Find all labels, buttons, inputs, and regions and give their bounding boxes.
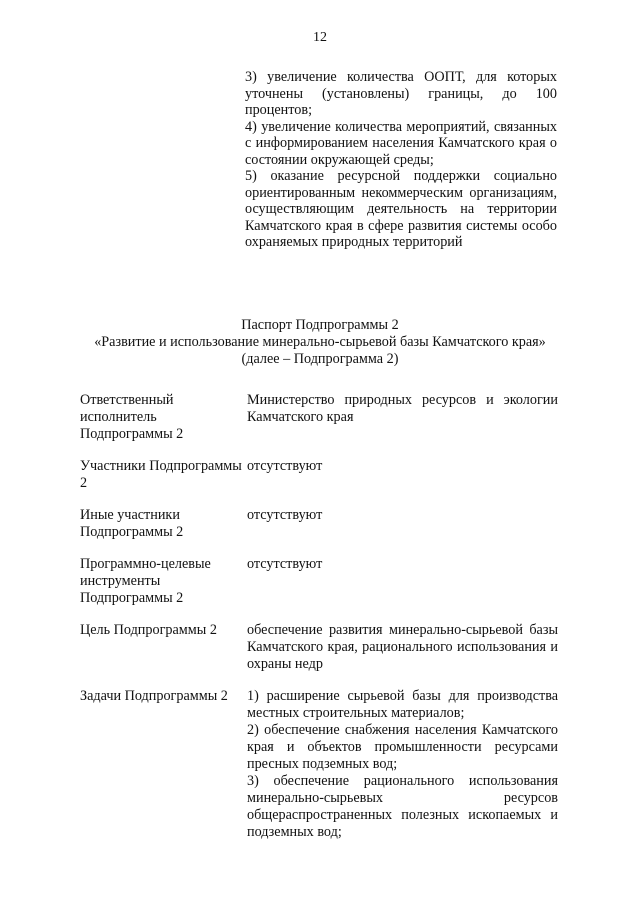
- indicator-list: [245, 69, 557, 251]
- row-label: Задачи Подпрограммы 2: [80, 688, 228, 704]
- row-label: Программно-целевые инструменты Подпрограммы 2: [80, 556, 211, 606]
- list-item: 3) увеличение количества ООПТ, для которых уточнены (установлены) границы, до 100 процентов;: [245, 69, 557, 118]
- row-label: Участники Подпрограммы 2: [80, 458, 242, 491]
- table-row: [80, 688, 558, 841]
- passport-title: Паспорт Подпрограммы 2: [241, 317, 399, 333]
- task-list: [247, 688, 558, 841]
- list-item: 2) обеспечение снабжения населения Камчатского края и объектов промышленности ресурсами пресных подземных вод;: [247, 722, 558, 772]
- page-number: 12: [313, 30, 327, 45]
- list-item: 3) обеспечение рационального использования минерально-сырьевых ресурсов общераспространенных полезных ископаемых и подземных вод;: [247, 773, 558, 840]
- row-value: отсутствуют: [247, 507, 323, 523]
- row-label: Иные участники Подпрограммы 2: [80, 507, 184, 540]
- list-item: 1) расширение сырьевой базы для производства местных строительных материалов;: [247, 688, 558, 721]
- row-value: отсутствуют: [247, 556, 323, 572]
- table-row: [80, 622, 558, 673]
- table-row: [80, 392, 558, 443]
- list-item: 4) увеличение количества мероприятий, связанных с информированием населения Камчатского края о состоянии окружающей среды;: [245, 118, 557, 168]
- list-item: 5) оказание ресурсной поддержки социально ориентированным некоммерческим организациям, осуществляющим деятельность на территории Камчатского края в сфере развития системы особо охраняемых природных территорий: [245, 168, 557, 250]
- table-row: [80, 507, 558, 541]
- table-row: [80, 556, 558, 607]
- subprogram-abbreviation: (далее – Подпрограмма 2): [241, 351, 399, 367]
- passport-heading: [0, 317, 640, 368]
- row-value: Министерство природных ресурсов и экологии Камчатского края: [247, 392, 558, 425]
- row-label: Цель Подпрограммы 2: [80, 622, 217, 638]
- row-value: отсутствуют: [247, 458, 323, 474]
- row-value: обеспечение развития минерально-сырьевой базы Камчатского края, рационального использования и охраны недр: [247, 622, 558, 672]
- row-label: Ответственный исполнитель Подпрограммы 2: [80, 392, 184, 442]
- passport-table: [80, 392, 558, 856]
- subprogram-name: «Развитие и использование минерально-сырьевой базы Камчатского края»: [94, 334, 546, 350]
- table-row: [80, 458, 558, 492]
